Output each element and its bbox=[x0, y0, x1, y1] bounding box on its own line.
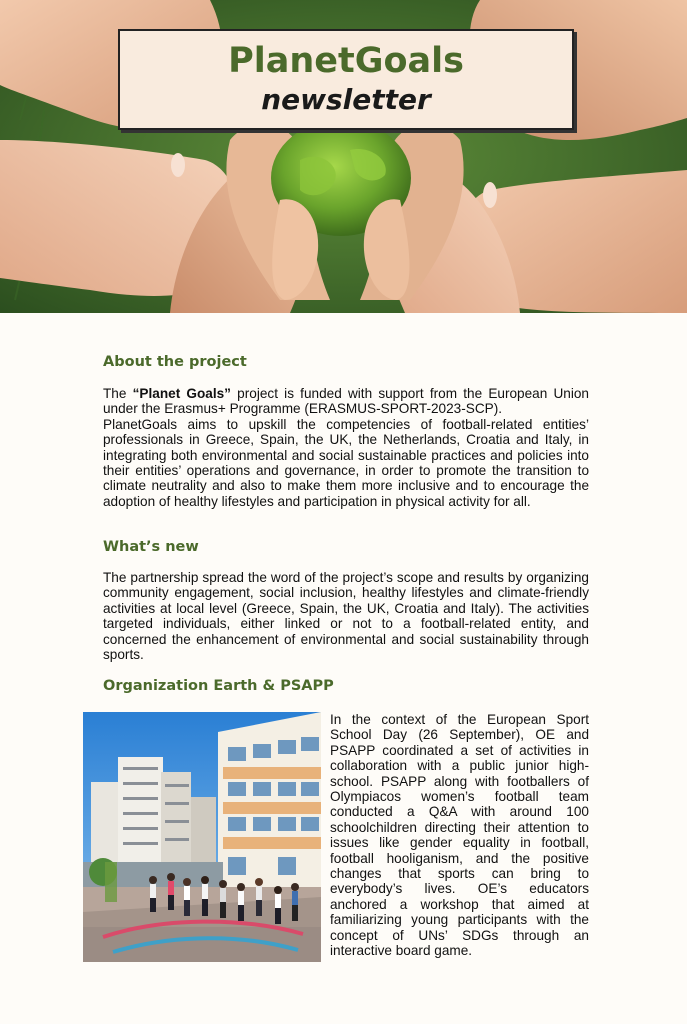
project-name: “Planet Goals” bbox=[132, 386, 231, 401]
hero-banner bbox=[0, 0, 687, 313]
about-body: PlanetGoals aims to upskill the competencies of football-related entities’ professionals in Greece, Spain, the UK, the Netherlands, Croatia and Italy, in integrating both environmental and social sustainable practices and policies into their entities’ operations and governance, in order to promote the transition to climate neutrality and also to make them more inclusive and to encourage the adoption of healthy lifestyles and participation in physical activity for all. bbox=[103, 416, 589, 509]
newsletter-title: PlanetGoals bbox=[228, 41, 464, 81]
whats-new-heading: What’s new bbox=[103, 539, 199, 555]
school-event-photo bbox=[83, 712, 321, 962]
about-heading: About the project bbox=[103, 354, 247, 370]
newsletter-subtitle: newsletter bbox=[261, 83, 431, 116]
organization-paragraph: In the context of the European Sport School Day (26 September), OE and PSAPP coordinated a set of activities in collaboration with a public junior high-school. PSAPP along with footballers of Olympiacos women’s football team conducted a Q&A with around 100 schoolchildren directing their attention to issues like gender equality in football, football hooliganism, and the positive changes that sports can bring to everybody’s lives. OE’s educators anchored a workshop that aimed at familiarizing young participants with the concept of UNs’ SDGs through an interactive board game. bbox=[330, 712, 589, 959]
about-intro-suffix: project is funded with support from the European Union under the Erasmus+ Programme (ERASMUS-SPORT-2023-SCP). bbox=[103, 386, 589, 417]
whats-new-paragraph: The partnership spread the word of the project’s scope and results by organizing community engagement, social inclusion, healthy lifestyles and climate-friendly activities at local level (Greece, Spain, the UK, Croatia and Italy). The activities targeted individuals, either linked or not to a football-related entity, and concerned the enhancement of environmental and social sustainability through sports. bbox=[103, 570, 589, 663]
about-intro-prefix: The bbox=[103, 386, 133, 401]
about-paragraph bbox=[103, 386, 589, 509]
newsletter-title-box bbox=[118, 29, 574, 130]
organization-heading: Organization Earth & PSAPP bbox=[103, 678, 334, 694]
